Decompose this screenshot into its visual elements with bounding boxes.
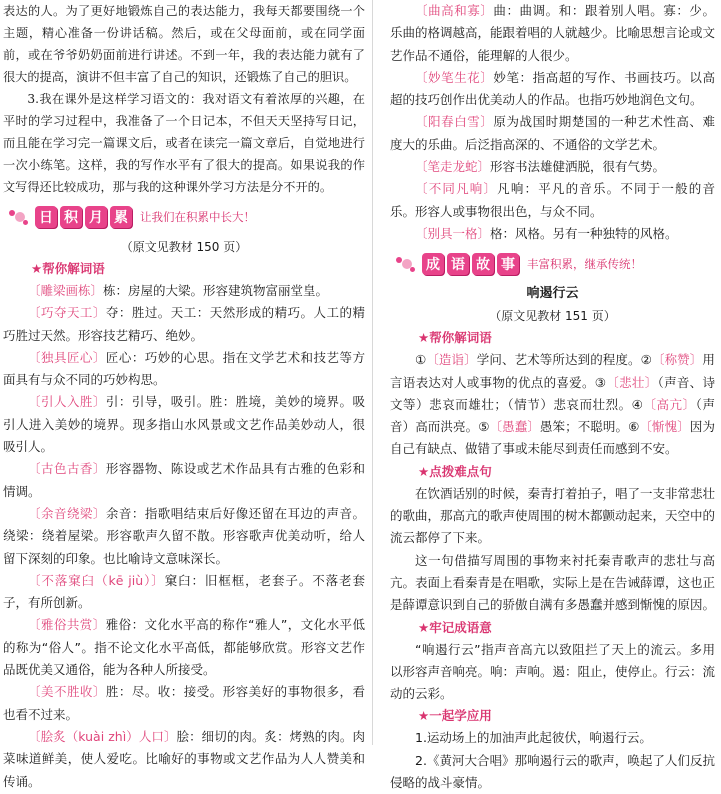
banner-char: 日 xyxy=(35,206,57,228)
idiom-term: 〔 雅俗共赏 〕 xyxy=(28,617,106,632)
idiom-term: 〔 余音绕梁 〕 xyxy=(28,506,106,521)
idiom-definition: 形容器物、陈设或艺术作品具有古雅的色彩和情调。 xyxy=(3,461,365,499)
left-column xyxy=(3,0,365,793)
idiom-entry xyxy=(3,391,365,458)
idiom-definition: 余音：指歌唱结束后好像还留在耳边的声音。绕梁：绕着屋梁。形容歌声久留不散。形容歌声优美动听，给人留下深刻的印象。也比喻诗文意味深长。 xyxy=(3,505,365,566)
difficulty-heading: ★点拨难点句 xyxy=(418,463,492,479)
section-banner-daily-accumulation xyxy=(3,198,365,236)
banner-slogan: 让我们在积累中长大！ xyxy=(140,210,255,224)
idiom-term: 〔 妙笔生花 〕 xyxy=(415,70,493,85)
word-term: 〔 愚蠢 〕 xyxy=(490,419,540,434)
flower-icon xyxy=(396,253,418,275)
banner-char: 语 xyxy=(447,253,469,275)
idiom-term: 〔 美不胜收 〕 xyxy=(28,684,106,699)
idiom-definition: 窠臼：旧框框，老套子。不落老套子，有所创新。 xyxy=(3,572,365,611)
idiom-definition: 凡响：平凡的音乐。不同于一般的音乐。形容人或事物很出色，与众不同。 xyxy=(390,181,715,219)
idiom-definition: 曲：曲调。和：跟着别人唱。寡：少。乐曲的格调越高，能跟着唱的人就越少。比喻思想言论或文艺作品不通俗，能理解的人很少。 xyxy=(390,3,716,63)
story-title: 响遏行云 xyxy=(526,286,579,302)
idiom-term: 〔 不落窠臼（kē jiù） 〕 xyxy=(28,573,165,588)
banner-slogan: 丰富积累，继承传统！ xyxy=(527,257,642,272)
idiom-list xyxy=(3,280,365,793)
idiom-term: 〔 引人入胜 〕 xyxy=(28,394,106,409)
apply-example: 2.《黄河大合唱》那响遏行云的歌声，唤起了人们反抗侵略的战斗豪情。 xyxy=(390,752,715,791)
idiom-definition: 夺：胜过。天工：天然形成的精巧。人工的精巧胜过天然。形容技艺精巧、绝妙。 xyxy=(3,305,365,343)
idiom-definition: 栋：房屋的大梁。形容建筑物富丽堂皇。 xyxy=(103,283,329,298)
banner-char: 积 xyxy=(60,206,82,228)
right-column xyxy=(390,0,715,794)
banner-char: 月 xyxy=(85,206,107,228)
idiom-term: 〔 别具一格 〕 xyxy=(415,226,490,241)
word-help-paragraph: ①〔 造诣 〕 学问、艺术等所达到的程度。②〔 称赞 〕 用言语表达对人或事物的优点的喜爱。③〔 悲壮 〕 （声音、诗文等）悲哀而雄壮；（情节）悲哀而壮烈。④〔 高亢 〕 （声音）高而洪亮。⑤〔 愚蠢 〕 愚笨；不聪明。⑥〔 惭愧 〕 因为自己有缺点、做错了事或未能尽到责任而感到不安。 xyxy=(390,349,715,460)
word-term: 〔 高亢 〕 xyxy=(643,397,695,412)
idiom-term: 〔 笔走龙蛇 〕 xyxy=(415,159,490,174)
help-heading: ★帮你解词语 xyxy=(31,261,105,276)
idiom-term: 〔 脍炙（kuài zhì）人口 〕 xyxy=(28,729,177,744)
banner-char: 故 xyxy=(472,253,494,275)
help-heading: ★帮你解词语 xyxy=(418,330,492,346)
idiom-term: 〔 独具匠心 〕 xyxy=(28,350,106,365)
intro-paragraph: 3.我在课外是这样学习语文的：我对语文有着浓厚的兴趣，在平时的学习过程中，我准备了一个日记本，不但天天坚持写日记，而且能在学习完一篇课文后，或者在读完一篇文章后，自觉地进行一次小练笔。这样，我的写作水平有了很大的提高。如果说我的作文写得还比较成功，那与我的这种课外学习方法是分不开的。 xyxy=(3,92,365,194)
word-term: 〔 造诣 〕 xyxy=(426,352,476,367)
banner-char: 累 xyxy=(110,206,132,228)
idiom-entry xyxy=(3,458,365,503)
source-note: （原文见教材 150 页） xyxy=(120,240,248,254)
banner-char: 成 xyxy=(422,253,444,275)
idiom-entry xyxy=(3,280,365,302)
idiom-entry xyxy=(3,570,365,615)
idiom-term: 〔 曲高和寡 〕 xyxy=(415,3,493,18)
banner-title xyxy=(422,253,519,275)
apply-example: 1.运动场上的加油声此起彼伏，响遏行云。 xyxy=(415,730,652,746)
idiom-list-continued xyxy=(390,0,715,245)
banner-title xyxy=(35,206,132,228)
idiom-term: 〔 不同凡响 〕 xyxy=(415,181,497,196)
apply-heading: ★一起学应用 xyxy=(418,708,492,724)
idiom-entry xyxy=(390,156,715,178)
idiom-entry xyxy=(390,0,715,67)
idiom-entry xyxy=(3,503,365,570)
idiom-entry xyxy=(390,111,715,156)
idiom-entry xyxy=(390,223,715,245)
idiom-definition: 雅俗：文化水平高的称作“雅人”，文化水平低的称为“俗人”。指不论文化水平高低，都能够欣赏。形容文艺作品既优美又通俗，能为各种人所接受。 xyxy=(3,617,365,678)
idiom-definition: 胜：尽。收：接受。形容美好的事物很多，看也看不过来。 xyxy=(3,684,365,722)
word-term: 〔 悲壮 〕 xyxy=(606,375,657,390)
idiom-entry xyxy=(3,726,365,793)
idiom-term: 〔 雕梁画栋 〕 xyxy=(28,283,103,298)
section-banner-idiom-story xyxy=(390,245,715,283)
difficulty-explanation: 这一句借描写周围的事物来衬托秦青歌声的悲壮与高亢。表面上看秦青是在唱歌，实际上是在告诫薛谭，这也正是薛谭意识到自己的骄傲自满有多愚蠢并感到惭愧的原因。 xyxy=(390,552,716,613)
idiom-term: 〔 巧夺天工 〕 xyxy=(28,305,106,320)
flower-icon xyxy=(9,206,31,228)
remember-text: “响遏行云”指声音高亢以致阻拦了天上的流云。多用以形容声音响亮。响：声响。遏：阻止，使停止。行云：流动的云彩。 xyxy=(390,641,716,702)
intro-paragraph: 表达的人。为了更好地锻炼自己的表达能力，我每天都要围绕一个主题，精心准备一份讲话稿。然后，或在父母面前，或在同学面前，或在爷爷奶奶面前进行讲述。不到一年，我的表达能力就有了很大的提高，演讲不但丰富了自己的知识，还锻炼了自己的胆识。 xyxy=(3,4,365,84)
source-note: （原文见教材 151 页） xyxy=(489,309,616,324)
idiom-definition: 匠心：巧妙的心思。指在文学艺术和技艺等方面具有与众不同的巧妙构思。 xyxy=(3,349,365,388)
banner-char: 事 xyxy=(497,253,519,275)
idiom-entry xyxy=(3,614,365,681)
remember-heading: ★牢记成语意 xyxy=(418,619,492,635)
idiom-definition: 格：风格。另有一种独特的风格。 xyxy=(490,225,678,241)
idiom-term: 〔 阳春白雪 〕 xyxy=(415,114,493,129)
difficulty-quote: 在饮酒话别的时候，秦青打着拍子，唱了一支非常悲壮的歌曲，那高亢的歌声使周围的树木都颤动起来，天空中的流云都停了下来。 xyxy=(390,485,716,546)
idiom-definition: 脍：细切的肉。炙：烤熟的肉。肉菜味道鲜美，使人爱吃。比喻好的事物或文艺作品为人人赞美和传诵。 xyxy=(3,728,365,789)
idiom-definition: 引：引导，吸引。胜：胜境，美妙的境界。吸引人进入美妙的境界。现多指山水风景或文艺作品美妙动人，很吸引人。 xyxy=(3,394,365,455)
word-term: 〔 称赞 〕 xyxy=(652,352,702,367)
idiom-definition: 原为战国时期楚国的一种艺术性高、难度大的乐曲。后泛指高深的、不通俗的文学艺术。 xyxy=(390,114,715,152)
idiom-entry xyxy=(390,67,715,112)
idiom-entry xyxy=(390,178,715,223)
idiom-entry xyxy=(3,302,365,347)
word-term: 〔 惭愧 〕 xyxy=(639,419,689,434)
idiom-definition: 妙笔：指高超的写作、书画技巧。以高超的技巧创作出优美动人的作品。也指巧妙地润色文句。 xyxy=(390,69,715,108)
idiom-entry xyxy=(3,347,365,392)
idiom-term: 〔 古色古香 〕 xyxy=(28,461,106,476)
idiom-entry xyxy=(3,681,365,726)
idiom-definition: 形容书法雄健洒脱，很有气势。 xyxy=(490,159,666,175)
column-divider xyxy=(372,0,373,745)
